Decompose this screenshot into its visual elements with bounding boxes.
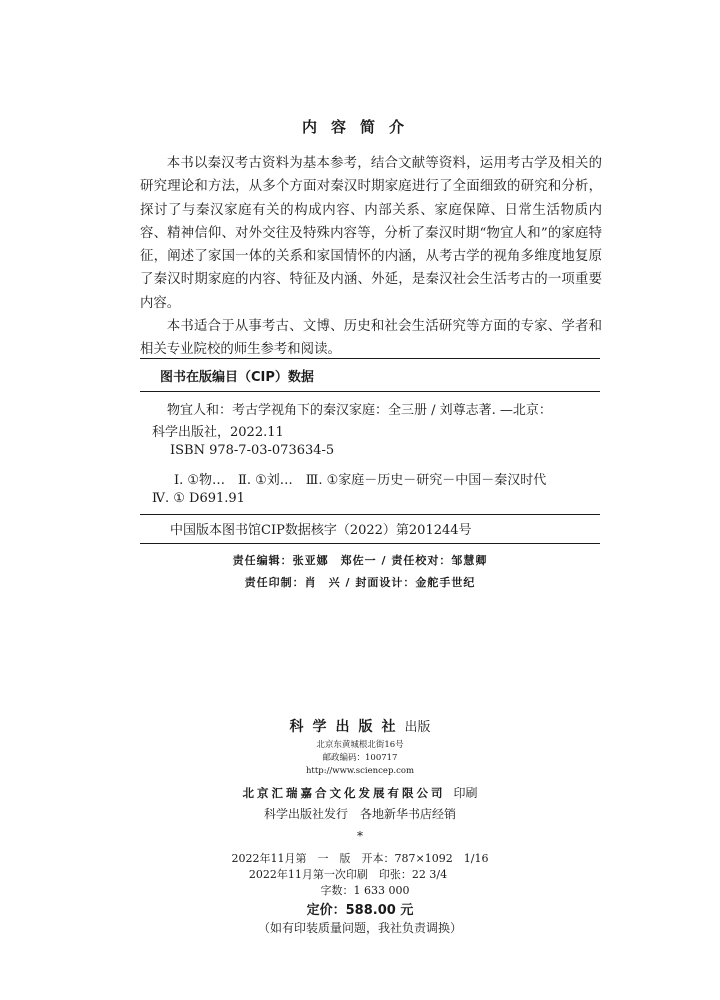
cip-title-line: 物宜人和：考古学视角下的秦汉家庭：全三册 / 刘尊志著. —北京： xyxy=(167,403,552,418)
publisher-address: 北京东黄城根北街16号 xyxy=(316,740,404,750)
cip-isbn: ISBN 978-7-03-073634-5 xyxy=(170,443,335,458)
edition-line-2: 2022年11月第一次印刷 印张：22 3/4 xyxy=(248,868,448,881)
cip-heading: 图书在版编目（CIP）数据 xyxy=(160,370,314,385)
divider xyxy=(140,358,600,359)
distribution-line: 科学出版社发行 各地新华书店经销 xyxy=(263,807,456,821)
edition-line-1: 2022年11月第 一 版 开本：787×1092 1/16 xyxy=(231,852,489,865)
summary-paragraph: 本书适合于从事考古、文博、历史和社会生活研究等方面的专家、学者和相关专业院校的师生参考和阅读。 xyxy=(140,319,602,358)
printer-suffix: 印刷 xyxy=(453,786,478,800)
divider xyxy=(140,543,600,544)
divider xyxy=(140,391,600,392)
separator-asterisk: * xyxy=(357,829,363,843)
cip-classification-1: Ⅰ. ①物… Ⅱ. ①刘… Ⅲ. ①家庭－历史－研究－中国－秦汉时代 xyxy=(174,473,547,488)
price: 定价：588.00 元 xyxy=(306,903,414,918)
publisher-postcode: 邮政编码：100717 xyxy=(322,753,398,763)
printer-name: 北京汇瑞嘉合文化发展有限公司 xyxy=(242,786,446,800)
summary-paragraph: 本书以秦汉考古资料为基本参考，结合文献等资料，运用考古学及相关的研究理论和方法，从多个方面对秦汉时期家庭进行了全面细致的研究和分析，探讨了与秦汉家庭有关的构成内容、内部关系、家庭保障、日常生活物质内容、精神信仰、对外交往及特殊内容等，分析了秦汉时期“物宜人和”的家庭特征，阐述了家国一体的关系和家国情怀的内涵，从考古学的视角多维度地复原了秦汉时期家庭的内容、特征及内涵、外延，是秦汉社会生活考古的一项重要内容。 xyxy=(140,156,602,311)
publisher-line xyxy=(0,716,720,736)
notice: （如有印装质量问题，我社负责调换） xyxy=(257,921,462,935)
cip-core-number: 中国版本图书馆CIP数据核字（2022）第201244号 xyxy=(170,523,472,538)
intro-title: 内容简介 xyxy=(301,118,418,136)
credits-production: 责任印制：肖 兴 / 封面设计：金舵手世纪 xyxy=(244,576,476,589)
intro-summary xyxy=(140,152,602,362)
divider xyxy=(140,514,600,515)
printer-line xyxy=(0,782,720,801)
cip-publisher-line: 科学出版社，2022.11 xyxy=(152,425,284,440)
credits-editors: 责任编辑：张亚娜 郑佐一 / 责任校对：邹慧卿 xyxy=(232,554,488,567)
publisher-suffix: 出版 xyxy=(404,720,431,735)
edition-line-3: 字数：1 633 000 xyxy=(320,884,410,897)
publisher-logo-text: 科学出版社 xyxy=(289,719,405,735)
publisher-url: http://www.sciencep.com xyxy=(305,766,415,776)
cip-classification-2: Ⅳ. ① D691.91 xyxy=(152,491,245,506)
